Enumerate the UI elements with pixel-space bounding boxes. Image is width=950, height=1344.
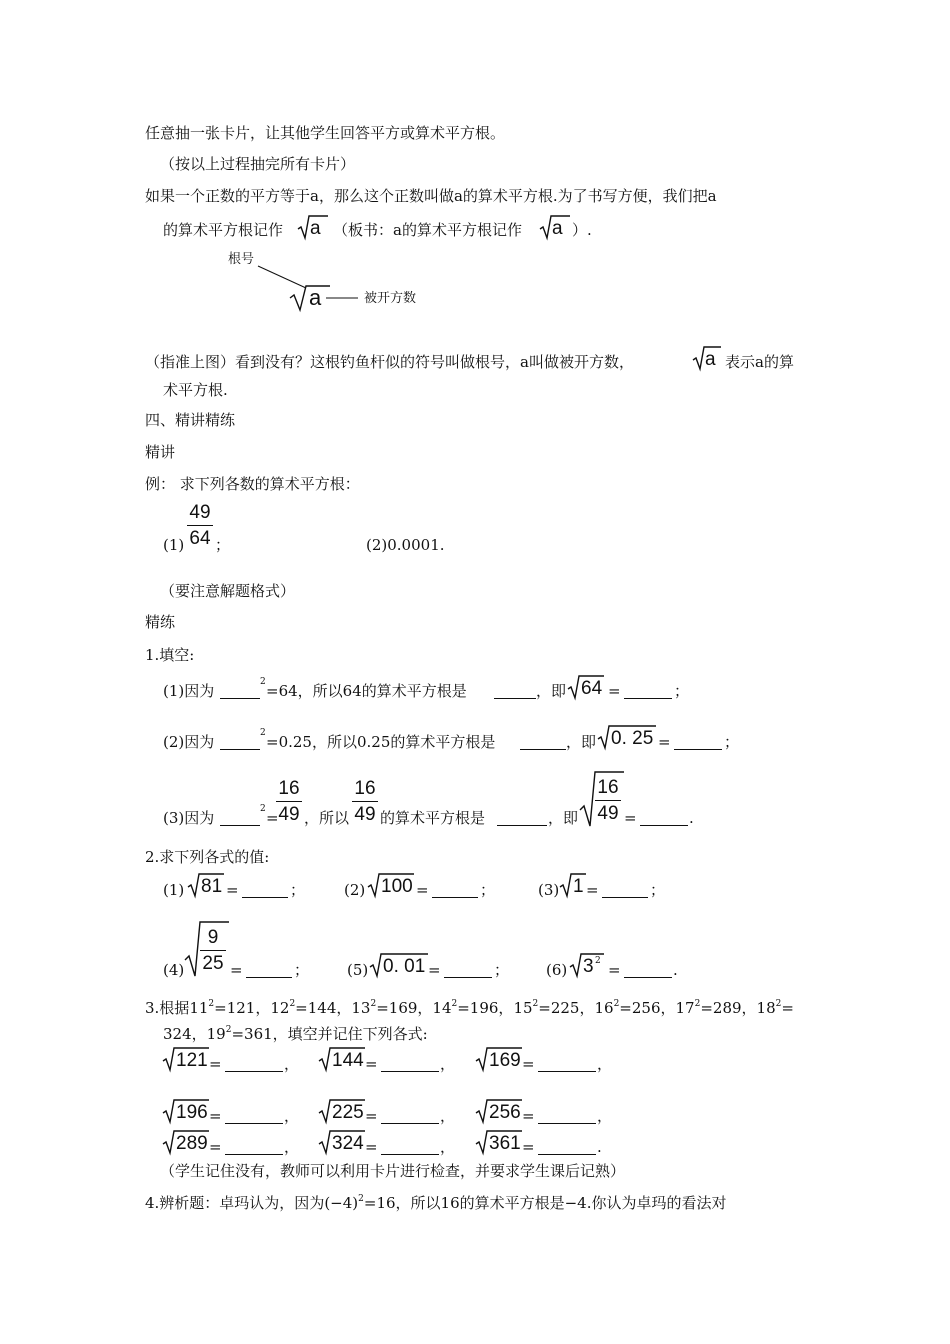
answer-blank[interactable] <box>220 684 260 699</box>
fraction-numerator: 9 <box>200 928 226 951</box>
radicand: 0. 01 <box>383 956 426 977</box>
q1a-middle: =64，所以64的算术平方根是 <box>266 682 467 700</box>
square-fact: $11^2=121$， <box>189 999 271 1017</box>
answer-blank[interactable] <box>538 1109 596 1124</box>
equals-sign: = <box>624 809 637 827</box>
radicand: 225 <box>332 1102 364 1123</box>
q2-item-1-label: (1) <box>163 881 185 899</box>
semicolon: ； <box>494 961 510 979</box>
q2-title: 2.求下列各式的值: <box>145 848 270 866</box>
comma: ， <box>284 1107 300 1125</box>
fraction-49-64 <box>187 503 213 548</box>
answer-blank[interactable] <box>242 883 288 898</box>
square-fact: $13^2=169$， <box>351 999 433 1017</box>
equals-sign: = <box>209 1138 222 1156</box>
q2-item-5-label: (5) <box>347 961 369 979</box>
answer-blank[interactable] <box>602 883 648 898</box>
sqrt-289 <box>163 1129 209 1155</box>
example-line: 例： 求下列各数的算术平方根： <box>145 475 360 493</box>
fraction-9-25 <box>200 928 226 973</box>
answer-blank[interactable] <box>220 735 260 750</box>
equals-sign: = <box>230 961 243 979</box>
comma: ， <box>440 1138 456 1156</box>
semicolon: ； <box>480 881 496 899</box>
sqrt-0-25 <box>598 724 656 750</box>
intro-line-3: 如果一个正数的平方等于a，那么这个正数叫做a的算术平方根.为了书写方便，我们把a <box>145 187 717 205</box>
radicand-a: a <box>705 349 716 370</box>
equals-sign: = <box>428 961 441 979</box>
equals-sign: = <box>365 1055 378 1073</box>
fraction-16-49 <box>595 778 621 823</box>
square-exponent: 2 <box>260 804 266 814</box>
equals-sign: = <box>522 1138 535 1156</box>
equals-sign: = <box>608 961 621 979</box>
answer-blank[interactable] <box>520 735 566 750</box>
q2-item-2-label: (2) <box>344 881 366 899</box>
q1a-prefix: (1)因为 <box>163 682 215 700</box>
radicand: 1 <box>573 876 584 897</box>
fraction-numerator: 16 <box>276 779 302 802</box>
square-fact: $17^2=289$， <box>675 999 757 1017</box>
intro-line-2: （按以上过程抽完所有卡片） <box>160 155 356 173</box>
sqrt-16-49 <box>580 770 624 828</box>
q3-line-1 <box>145 1000 794 1016</box>
format-note: （要注意解题格式） <box>160 582 296 600</box>
sqrt-a-inline-1 <box>298 214 328 240</box>
square-fact: $18^2=$ <box>756 999 794 1017</box>
square-fact: $14^2=196$， <box>432 999 514 1017</box>
radicand: 0. 25 <box>611 728 654 749</box>
sqrt-121 <box>163 1046 209 1072</box>
answer-blank[interactable] <box>444 963 492 978</box>
equals-sign: = <box>365 1138 378 1156</box>
q2-item-3-label: (3) <box>538 881 560 899</box>
sqrt-196 <box>163 1098 209 1124</box>
explain-line-1b: 表示a的算 <box>725 353 794 371</box>
square-fact: $12^2=144$， <box>270 999 352 1017</box>
q1c-middle: 的算术平方根是 <box>380 809 486 827</box>
comma: ， <box>284 1138 300 1156</box>
equals-sign: = <box>586 881 599 899</box>
sqrt-1 <box>560 872 586 898</box>
example-1-tail: ； <box>215 536 231 554</box>
fraction-denominator: 64 <box>189 528 211 549</box>
fraction-denominator: 49 <box>354 804 376 825</box>
answer-blank[interactable] <box>225 1057 283 1072</box>
sqrt-a-inline-3 <box>693 345 721 371</box>
explain-line-1a: （指准上图）看到没有？这根钓鱼杆似的符号叫做根号，a叫做被开方数， <box>145 353 634 371</box>
sqrt-144 <box>319 1046 365 1072</box>
radicand-a: a <box>552 218 563 239</box>
sqrt-64 <box>568 674 604 700</box>
answer-blank[interactable] <box>497 811 547 826</box>
q1b-end: ； <box>724 733 740 751</box>
radicand: 324 <box>332 1133 364 1154</box>
diagram-radicand-label: 被开方数 <box>364 291 417 306</box>
example-1-label: (1) <box>163 536 185 554</box>
radicand: 81 <box>201 876 223 897</box>
period: . <box>673 961 678 979</box>
explain-line-2: 术平方根. <box>163 381 228 399</box>
radicand: 196 <box>176 1102 208 1123</box>
fraction-16-49 <box>276 779 302 824</box>
comma: ， <box>597 1055 613 1073</box>
fraction-16-49 <box>352 779 378 824</box>
diagram-root-label: 根号 <box>228 252 255 267</box>
sqrt-100 <box>368 872 414 898</box>
equals-sign: = <box>416 881 429 899</box>
equals-sign: = <box>365 1107 378 1125</box>
radicand: 121 <box>176 1050 208 1071</box>
sqrt-169 <box>476 1046 522 1072</box>
radicand: 3 <box>583 956 594 977</box>
equals-sign: = <box>522 1055 535 1073</box>
sqrt-81 <box>188 872 224 898</box>
q3-prefix: 3.根据 <box>145 999 190 1017</box>
q1b-ji: ，即 <box>566 733 597 751</box>
square-exponent: 2 <box>260 728 266 738</box>
answer-blank[interactable] <box>225 1109 283 1124</box>
diagram-radicand: a <box>309 285 322 310</box>
sqrt-225 <box>319 1098 365 1124</box>
semicolon: ； <box>290 881 306 899</box>
fraction-numerator: 16 <box>595 778 621 801</box>
radicand: 361 <box>489 1133 521 1154</box>
answer-blank[interactable] <box>624 684 672 699</box>
fraction-numerator: 16 <box>352 779 378 802</box>
sqrt-a-inline-2 <box>540 214 570 240</box>
comma: ， <box>440 1055 456 1073</box>
equals-sign: = <box>209 1107 222 1125</box>
diagram-lines <box>0 262 950 322</box>
answer-blank[interactable] <box>381 1140 439 1155</box>
intro-line-1: 任意抽一张卡片，让其他学生回答平方或算术平方根。 <box>145 124 506 142</box>
answer-blank[interactable] <box>220 811 260 826</box>
q1c-end: . <box>689 809 694 827</box>
answer-blank[interactable] <box>381 1057 439 1072</box>
q1b-middle: =0.25，所以0.25的算术平方根是 <box>266 733 496 751</box>
period: . <box>597 1138 602 1156</box>
equals-sign: = <box>209 1055 222 1073</box>
sqrt-324 <box>319 1129 365 1155</box>
q1a-end: ； <box>674 682 690 700</box>
example-2: (2)0.0001. <box>366 536 445 554</box>
answer-blank[interactable] <box>538 1057 596 1072</box>
equals-sign: = <box>226 881 239 899</box>
square-exponent: 2 <box>260 677 266 687</box>
q1c-ji: ，即 <box>548 809 579 827</box>
fraction-denominator: 49 <box>278 804 300 825</box>
sqrt-256 <box>476 1098 522 1124</box>
answer-blank[interactable] <box>381 1109 439 1124</box>
radicand: 64 <box>581 678 603 699</box>
fraction-denominator: 49 <box>597 803 619 824</box>
q1c-prefix: (3)因为 <box>163 809 215 827</box>
sqrt-9-25 <box>185 920 229 978</box>
q3-note: （学生记住没有，教师可以利用卡片进行检查，并要求学生课后记熟） <box>160 1162 626 1180</box>
comma: ， <box>284 1055 300 1073</box>
intro-line-4a: 的算术平方根记作 <box>163 221 284 239</box>
section-title: 四、精讲精练 <box>145 411 236 429</box>
q3-line-2: 324，$19^2=361$，填空并记住下列各式: <box>163 1025 428 1043</box>
semicolon: ； <box>650 881 666 899</box>
radicand-a: a <box>310 218 321 239</box>
answer-blank[interactable] <box>538 1140 596 1155</box>
jingjiang-heading: 精讲 <box>145 443 176 461</box>
radicand: 289 <box>176 1133 208 1154</box>
answer-blank[interactable] <box>624 963 672 978</box>
answer-blank[interactable] <box>432 883 478 898</box>
sqrt-0-01 <box>370 952 428 978</box>
q1-title: 1.填空: <box>145 646 195 664</box>
intro-line-4b: （板书：a的算术平方根记作 <box>333 221 522 239</box>
equals-sign: = <box>608 682 621 700</box>
radicand: 144 <box>332 1050 364 1071</box>
comma: ， <box>440 1107 456 1125</box>
radicand: 169 <box>489 1050 521 1071</box>
square-exponent: 2 <box>595 956 601 966</box>
answer-blank[interactable] <box>246 963 292 978</box>
answer-blank[interactable] <box>640 811 688 826</box>
q1a-ji: ，即 <box>536 682 567 700</box>
square-fact: $16^2=256$， <box>594 999 676 1017</box>
equals-sign: = <box>522 1107 535 1125</box>
sqrt-361 <box>476 1129 522 1155</box>
equals-sign: = <box>658 733 671 751</box>
q2-item-4-label: (4) <box>163 961 185 979</box>
jinglian-heading: 精练 <box>145 613 176 631</box>
sqrt-3-squared <box>570 952 604 978</box>
q2-item-6-label: (6) <box>546 961 568 979</box>
comma: ， <box>597 1107 613 1125</box>
q4-line: 4.辨析题：卓玛认为，因为$(-4)^2=16$，所以16的算术平方根是−4.你认为卓玛的看法对 <box>145 1194 727 1212</box>
answer-blank[interactable] <box>225 1140 283 1155</box>
semicolon: ； <box>294 961 310 979</box>
intro-line-4c: ）. <box>572 221 592 239</box>
answer-blank[interactable] <box>494 684 536 699</box>
fraction-numerator: 49 <box>187 503 213 526</box>
radicand: 256 <box>489 1102 521 1123</box>
answer-blank[interactable] <box>674 735 722 750</box>
fraction-denominator: 25 <box>202 953 224 974</box>
q1c-eq: = <box>266 809 279 827</box>
radicand: 100 <box>381 876 413 897</box>
square-fact: $15^2=225$， <box>513 999 595 1017</box>
q1c-suoyi: ，所以 <box>304 809 350 827</box>
q1b-prefix: (2)因为 <box>163 733 215 751</box>
